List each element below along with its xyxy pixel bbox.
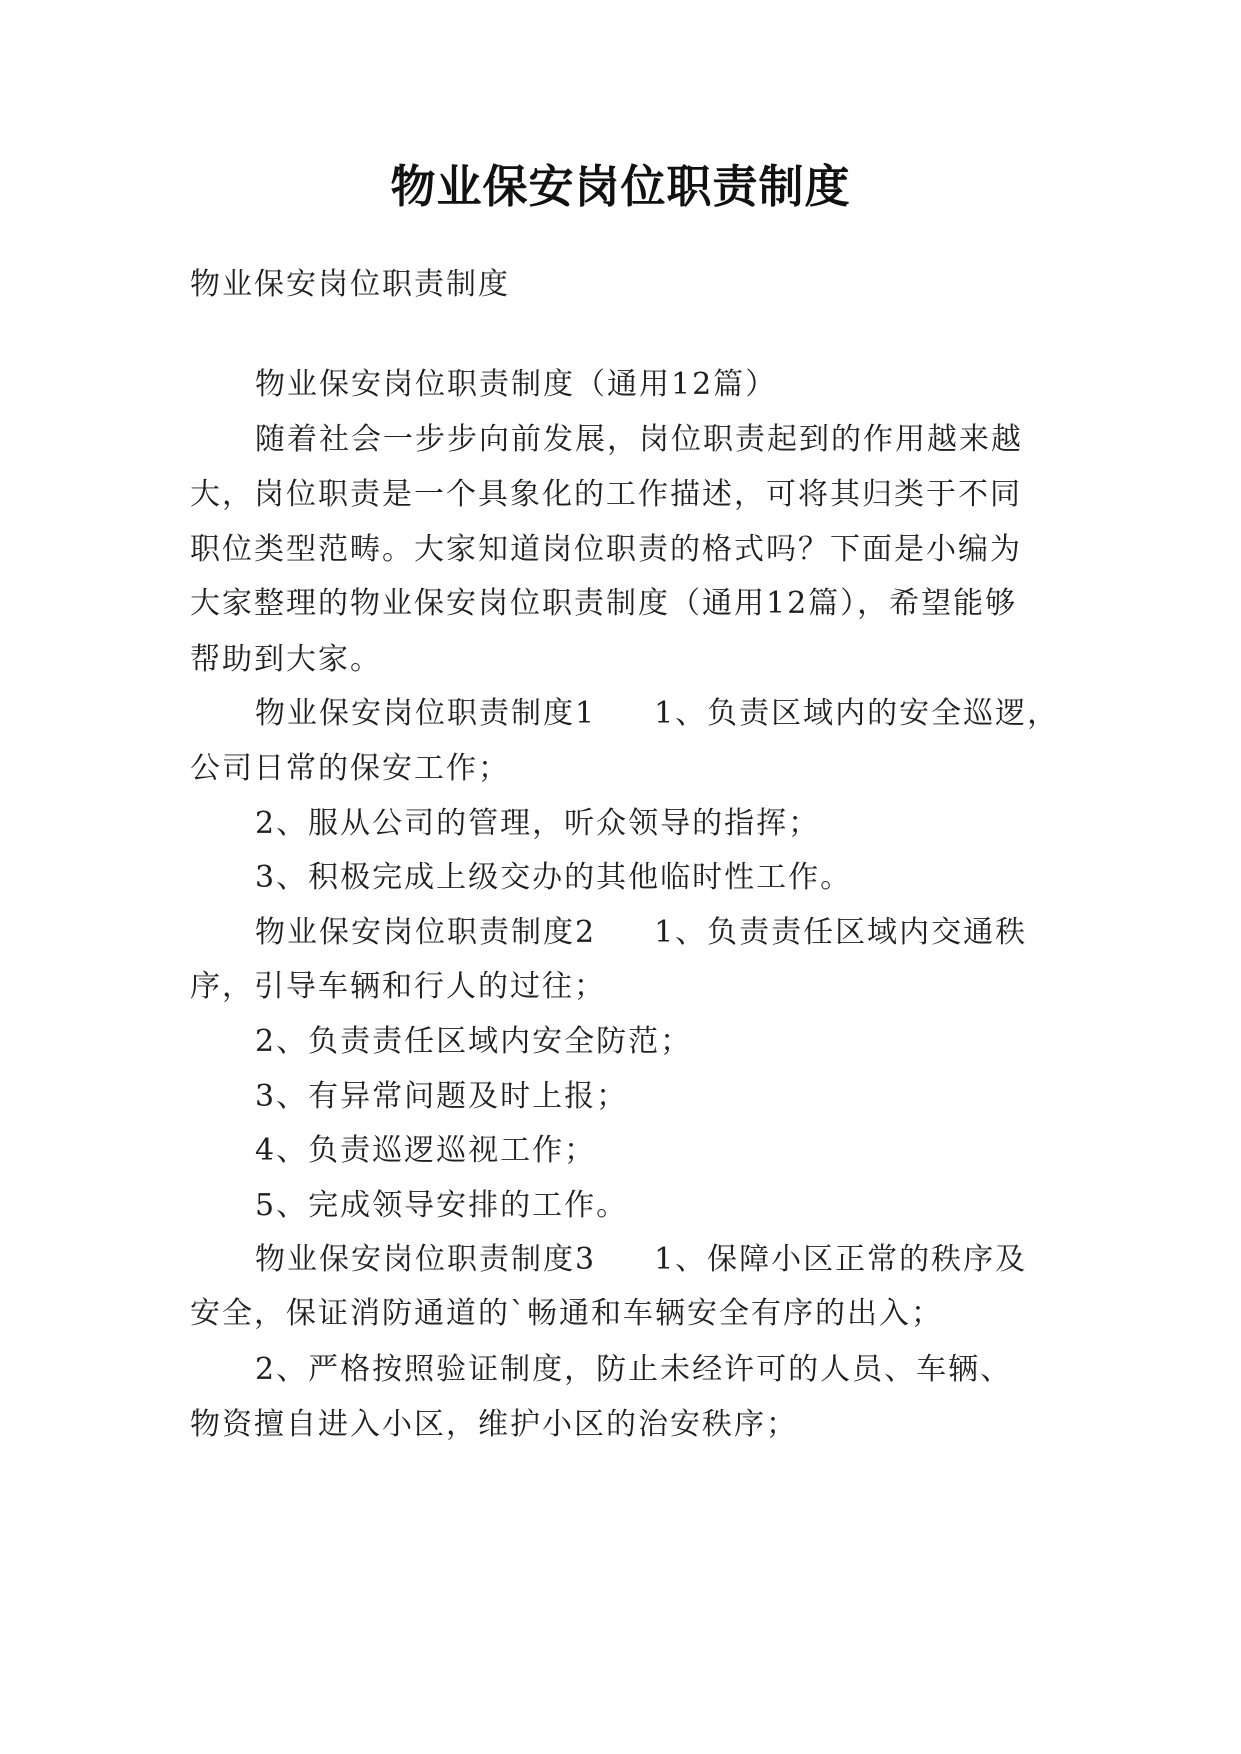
paragraph-line: 物资擅自进入小区，维护小区的治安秩序；: [190, 1407, 798, 1442]
paragraph-line: 公司日常的保安工作；: [190, 751, 510, 786]
paragraph-line: 序，引导车辆和行人的过往；: [190, 969, 606, 1004]
document-subtitle: 物业保安岗位职责制度: [190, 267, 510, 302]
section-heading: 物业保安岗位职责制度3: [255, 1242, 597, 1277]
paragraph-line: 3、有异常问题及时上报；: [255, 1079, 629, 1114]
section-text: 1、保障小区正常的秩序及: [654, 1242, 1028, 1277]
document-title: 物业保安岗位职责制度: [390, 160, 851, 213]
paragraph-line: 物业保安岗位职责制度（通用12篇）: [255, 367, 778, 402]
paragraph-line: 2、负责责任区域内安全防范；: [255, 1024, 693, 1059]
section-line: [255, 913, 1125, 953]
paragraph-line: 大家整理的物业保安岗位职责制度（通用12篇），希望能够: [190, 586, 1018, 621]
paragraph-line: 安全，保证消防通道的`畅通和车辆安全有序的出入；: [190, 1296, 943, 1331]
section-text: 1、负责区域内的安全巡逻，: [654, 696, 1060, 731]
paragraph-line: 4、负责巡逻巡视工作；: [255, 1133, 597, 1168]
paragraph-line: 帮助到大家。: [190, 642, 382, 677]
paragraph-line: 5、完成领导安排的工作。: [255, 1188, 629, 1223]
section-text: 1、负责责任区域内交通秩: [654, 915, 1028, 950]
paragraph-line: 随着社会一步步向前发展，岗位职责起到的作用越来越: [255, 422, 1023, 457]
paragraph-line: 3、积极完成上级交办的其他临时性工作。: [255, 860, 853, 895]
section-line: [255, 694, 1125, 734]
section-heading: 物业保安岗位职责制度2: [255, 915, 597, 950]
paragraph-line: 2、严格按照验证制度，防止未经许可的人员、车辆、: [255, 1352, 1013, 1387]
paragraph-line: 职位类型范畴。大家知道岗位职责的格式吗？下面是小编为: [190, 532, 1022, 567]
section-heading: 物业保安岗位职责制度1: [255, 696, 597, 731]
paragraph-line: 2、服从公司的管理，听众领导的指挥；: [255, 806, 821, 841]
paragraph-line: 大，岗位职责是一个具象化的工作描述，可将其归类于不同: [190, 477, 1022, 512]
section-line: [255, 1240, 1125, 1280]
